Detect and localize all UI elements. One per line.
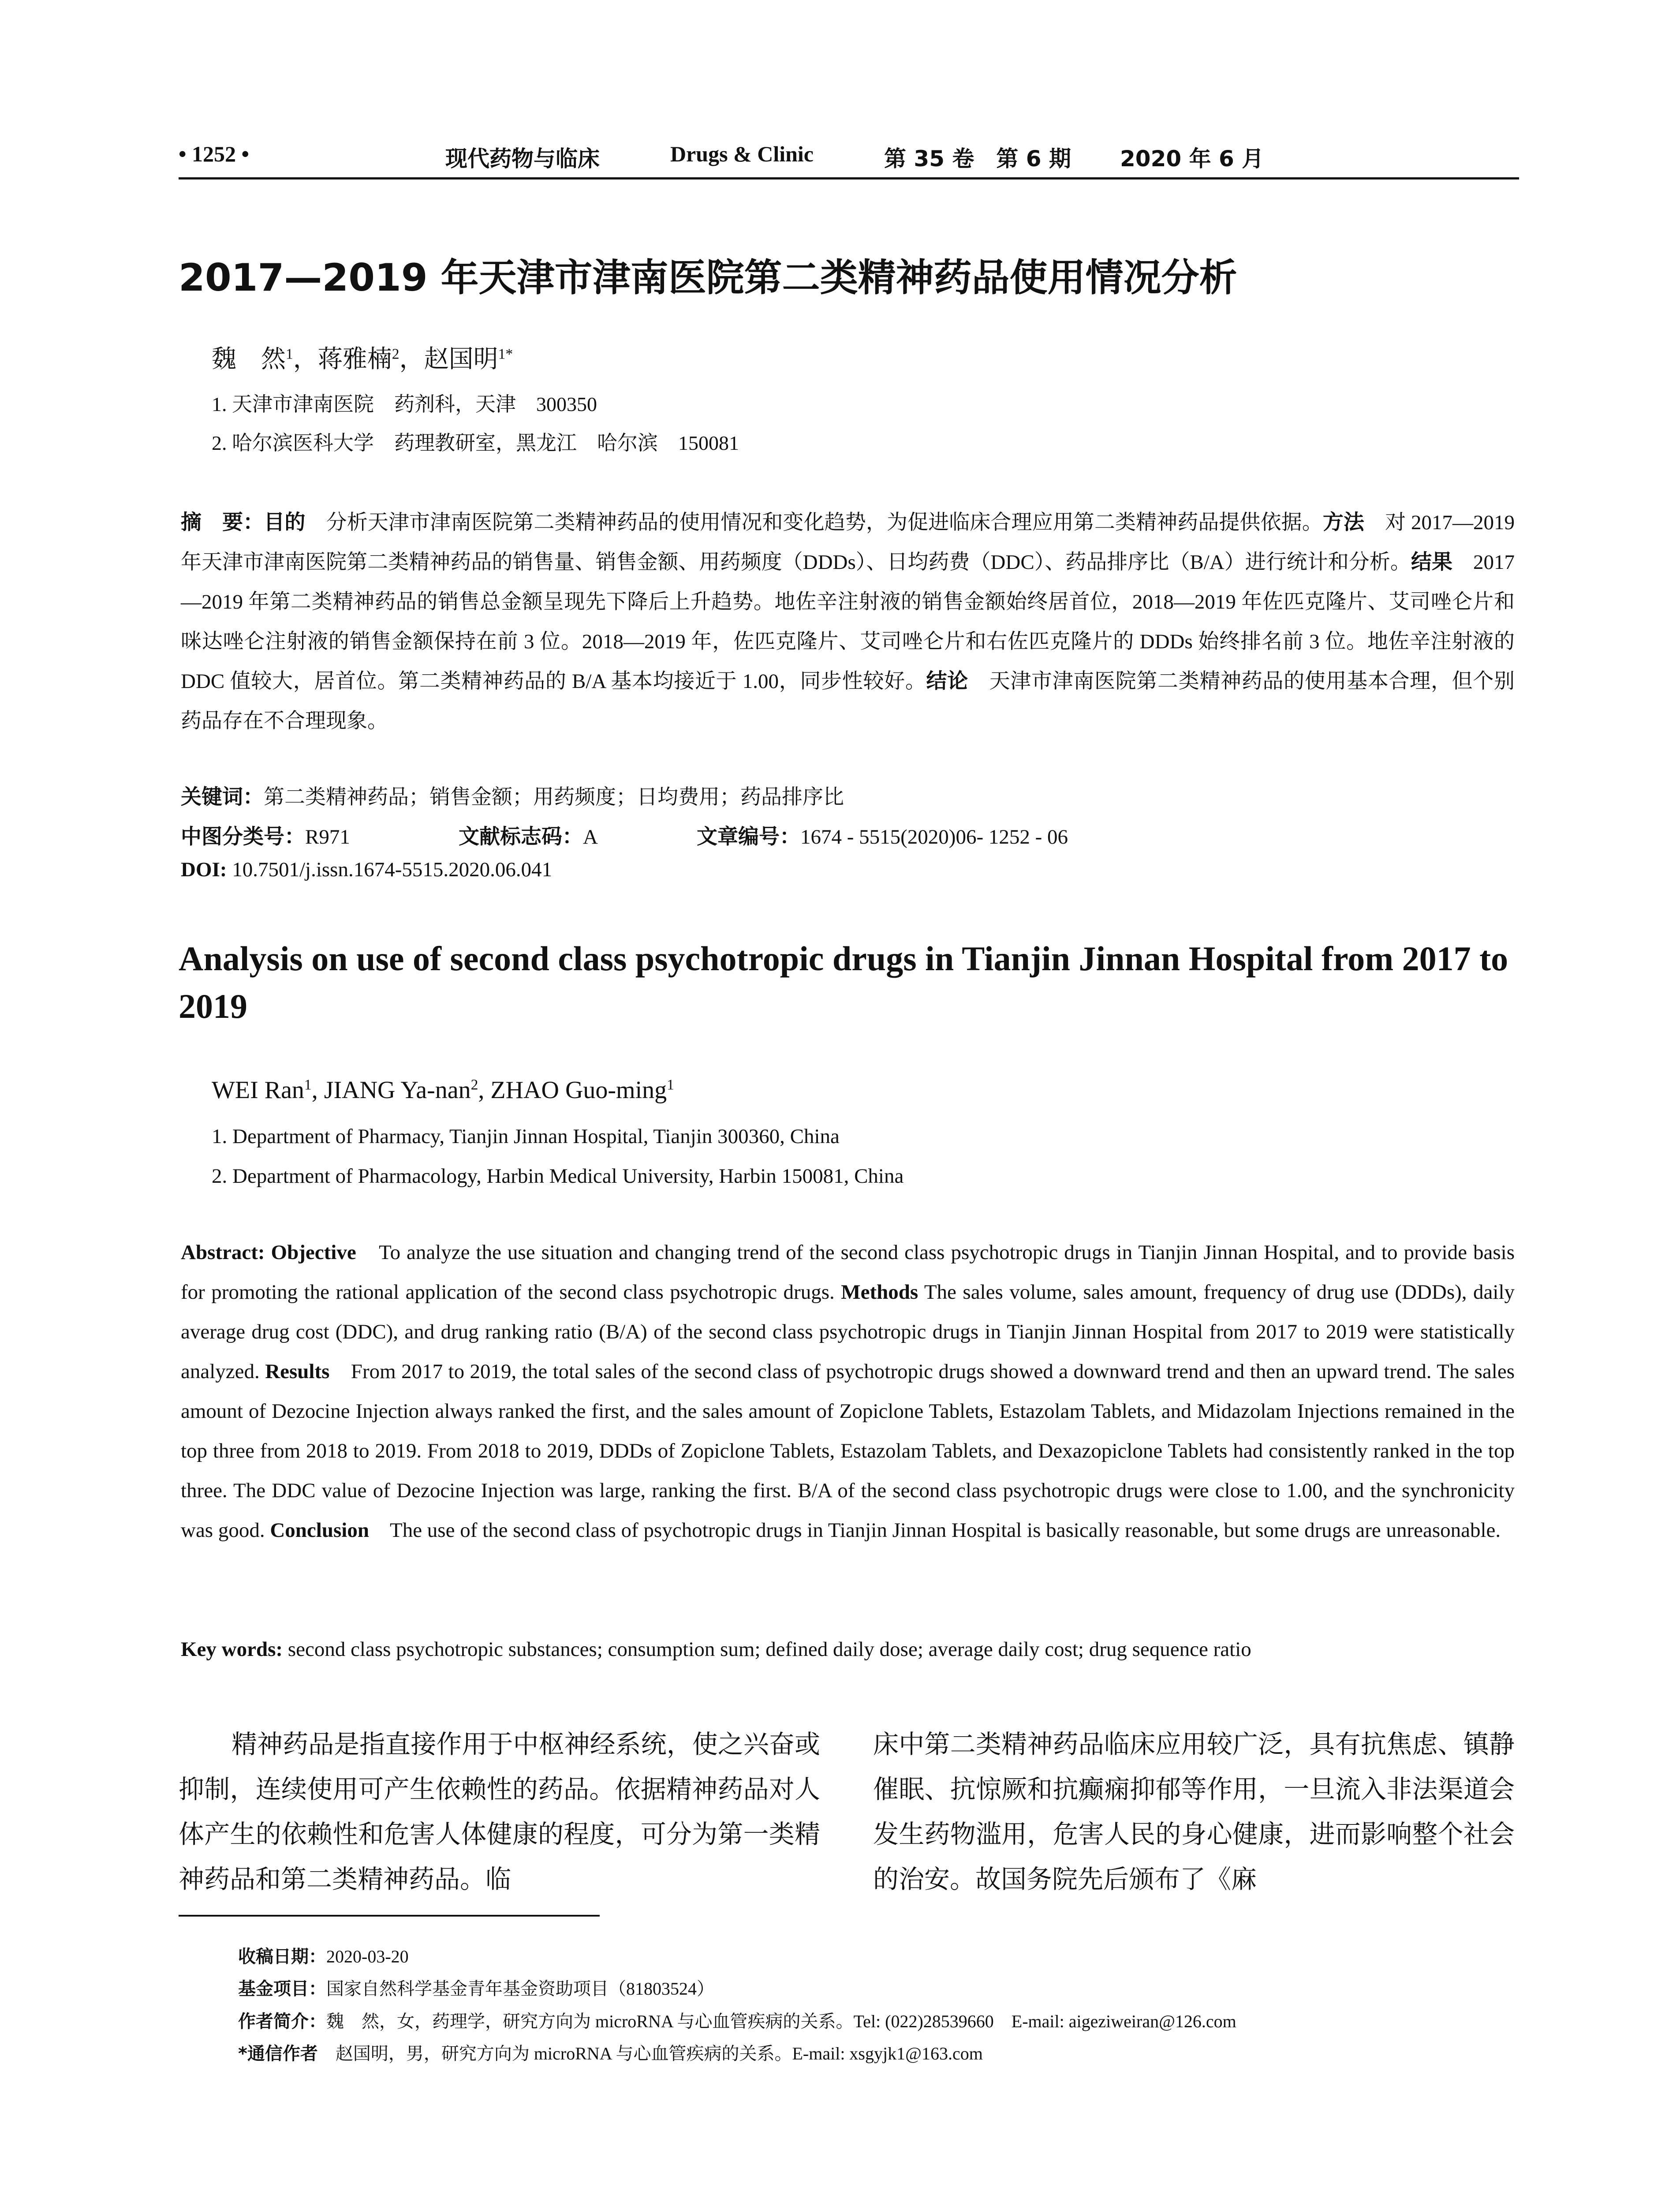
results-label: Results [265, 1360, 330, 1383]
keywords-text: second class psychotropic substances; consumption sum; defined daily dose; average daily cost; drug sequence ratio [283, 1638, 1251, 1661]
clc-value: R971 [305, 826, 350, 848]
abstract-label: Abstract: [181, 1241, 265, 1264]
objective-text: To analyze the use situation and changing trend of the second class psychotropic drugs in Tianjin Jinnan Hospital, and to provide basis for promoting the rational application of the second class psychotropic drugs. [181, 1241, 1515, 1304]
author-sup: 1* [498, 346, 513, 363]
methods-text: 对 2017—2019 年天津市津南医院第二类精神药品的销售量、销售金额、用药频度（DDDs）、日均药费（DDC）、药品排序比（B/A）进行统计和分析。 [181, 511, 1515, 574]
fund-text: 国家自然科学基金青年基金资助项目（81803524） [326, 1979, 714, 1999]
article-title-en: Analysis on use of second class psychotropic drugs in Tianjin Jinnan Hospital from 2017 to 2019 [179, 939, 1508, 1025]
affiliation-en-2: 2. Department of Pharmacology, Harbin Medical University, Harbin 150081, China [212, 1165, 904, 1188]
abstract-cn [181, 503, 1515, 741]
results-text: 2017—2019 年第二类精神药品的销售总金额呈现先下降后上升趋势。地佐辛注射液的销售金额始终居首位，2018—2019 年佐匹克隆片、艾司唑仑片和咪达唑仑注射液的销售金额保持在前 3 位。2018—2019 年，佐匹克隆片、艾司唑仑片和右佐匹克隆片的 DDDs 始终排名前 3 位。地佐辛注射液的 DDC 值较大，居首位。第二类精神药品的 B/A 基本均接近于 1.00，同步性较好。 [181, 551, 1515, 693]
running-header [179, 141, 1519, 176]
author-name: , ZHAO Guo-ming [478, 1076, 667, 1104]
author-name: WEI Ran [212, 1076, 304, 1104]
issue-date: 2020 年 6 月 [1120, 146, 1264, 172]
methods-text: The sales volume, sales amount, frequency of drug use (DDDs), daily average drug cost (DDC), and drug ranking ratio (B/A) of the second class psychotropic drugs in Tianjin Jinnan Hospital from 2017 to 2019 were statistically analyzed. [181, 1281, 1515, 1383]
objective-label: Objective [271, 1241, 356, 1264]
author-bio-text: 魏 然，女，药理学，研究方向为 microRNA 与心血管疾病的关系。Tel: (022)28539660 E-mail: aigeziweiran@126.com [326, 2011, 1236, 2031]
footnote-corresponding [238, 2040, 983, 2065]
received-date: 2020-03-20 [326, 1947, 409, 1966]
footnote-author [238, 2007, 1236, 2033]
conclusion-label: 结论 [926, 669, 968, 693]
keywords-en [181, 1629, 1515, 1669]
footnote-fund [238, 1975, 714, 2000]
body-column-right: 床中第二类精神药品临床应用较广泛，具有抗焦虑、镇静催眠、抗惊厥和抗癫痫抑郁等作用，一旦流入非法渠道会发生药物滥用，危害人民的身心健康，进而影响整个社会的治安。故国务院先后颁布了《麻 [873, 1730, 1515, 1894]
methods-label: 方法 [1322, 510, 1365, 534]
objective-text: 分析天津市津南医院第二类精神药品的使用情况和变化趋势，为促进临床合理应用第二类精神药品提供依据。 [305, 511, 1323, 534]
header-rule [179, 177, 1519, 179]
journal-name-cn: 现代药物与临床 [445, 146, 600, 172]
objective-label: 目的 [264, 510, 306, 534]
conclusion-label: Conclusion [270, 1519, 369, 1542]
journal-name-en: Drugs & Clinic [670, 142, 814, 166]
conclusion-text: The use of the second class of psychotropic drugs in Tianjin Jinnan Hospital is basically reasonable, but some drugs are unreasonable. [369, 1519, 1501, 1542]
author-sup: 1 [667, 1076, 674, 1093]
author-sup: 1 [286, 346, 293, 363]
authors-en [212, 1076, 674, 1104]
keywords-label: Key words: [181, 1638, 283, 1661]
article-value: 1674 - 5515(2020)06- 1252 - 06 [800, 826, 1068, 848]
results-text: From 2017 to 2019, the total sales of the second class of psychotropic drugs showed a downward trend and then an upward trend. The sales amount of Dezocine Injection always ranked the first, and the sales amount of Zopiclone Tablets, Estazolam Tablets, and Midazolam Injections remained in the top three from 2018 to 2019. From 2018 to 2019, DDDs of Zopiclone Tablets, Estazolam Tablets, and Dexazopiclone Tablets had consistently ranked in the top three. The DDC value of Dezocine Injection was large, ranking the first. B/A of the second class psychotropic drugs were close to 1.00, and the synchronicity was good. [181, 1360, 1515, 1542]
doi-value[interactable]: 10.7501/j.issn.1674-5515.2020.06.041 [227, 858, 553, 881]
keywords-text: 第二类精神药品；销售金额；用药频度；日均费用；药品排序比 [264, 786, 844, 809]
article-title-cn: 2017—2019 年天津市津南医院第二类精神药品使用情况分析 [179, 256, 1237, 300]
footnote-received [238, 1943, 409, 1968]
corresponding-text: 赵国明，男，研究方向为 microRNA 与心血管疾病的关系。E-mail: xsgyjk1@163.com [317, 2044, 983, 2063]
author-name: , JIANG Ya-nan [311, 1076, 471, 1104]
methods-label: Methods [841, 1281, 918, 1304]
doi-line [181, 858, 552, 882]
keywords-label: 关键词： [181, 785, 264, 809]
author-name: 魏 然 [212, 346, 286, 373]
author-name: ，蒋雅楠 [293, 346, 392, 373]
article-number [697, 820, 1068, 850]
author-sup: 1 [304, 1076, 312, 1093]
conclusion-text: 天津市津南医院第二类精神药品的使用基本合理，但个别药品存在不合理现象。 [181, 670, 1515, 733]
corresponding-label: *通信作者 [238, 2044, 318, 2064]
abstract-en [181, 1233, 1515, 1550]
doc-code [459, 820, 598, 850]
doc-value: A [583, 826, 598, 848]
classification-line [181, 820, 1068, 850]
author-name: ，赵国明 [399, 346, 498, 373]
author-sup: 2 [470, 1076, 478, 1093]
author-bio-label: 作者简介： [238, 2011, 326, 2032]
affiliation-cn-2: 2. 哈尔滨医科大学 药理教研室，黑龙江 哈尔滨 150081 [212, 432, 739, 454]
doc-label: 文献标志码： [459, 825, 583, 849]
received-label: 收稿日期： [238, 1947, 326, 1967]
doi-label: DOI: [181, 858, 227, 881]
footnote-rule [179, 1915, 600, 1917]
results-label: 结果 [1411, 550, 1452, 574]
body-column-left: 精神药品是指直接作用于中枢神经系统，使之兴奋或抑制，连续使用可产生依赖性的药品。依据精神药品对人体产生的依赖性和危害人体健康的程度，可分为第一类精神药品和第二类精神药品。临 [179, 1730, 820, 1894]
affiliation-cn-1: 1. 天津市津南医院 药剂科，天津 300350 [212, 393, 597, 415]
fund-label: 基金项目： [238, 1979, 326, 1999]
clc-label: 中图分类号： [181, 825, 305, 849]
affiliation-en-1: 1. Department of Pharmacy, Tianjin Jinnan Hospital, Tianjin 300360, China [212, 1125, 840, 1148]
keywords-cn [181, 781, 844, 810]
volume-issue: 第 35 卷 第 6 期 [884, 146, 1071, 172]
article-label: 文章编号： [697, 825, 800, 849]
author-sup: 2 [392, 346, 399, 363]
abstract-label: 摘 要： [181, 510, 264, 534]
page-number: • 1252 • [179, 142, 250, 166]
authors-cn [212, 340, 513, 375]
